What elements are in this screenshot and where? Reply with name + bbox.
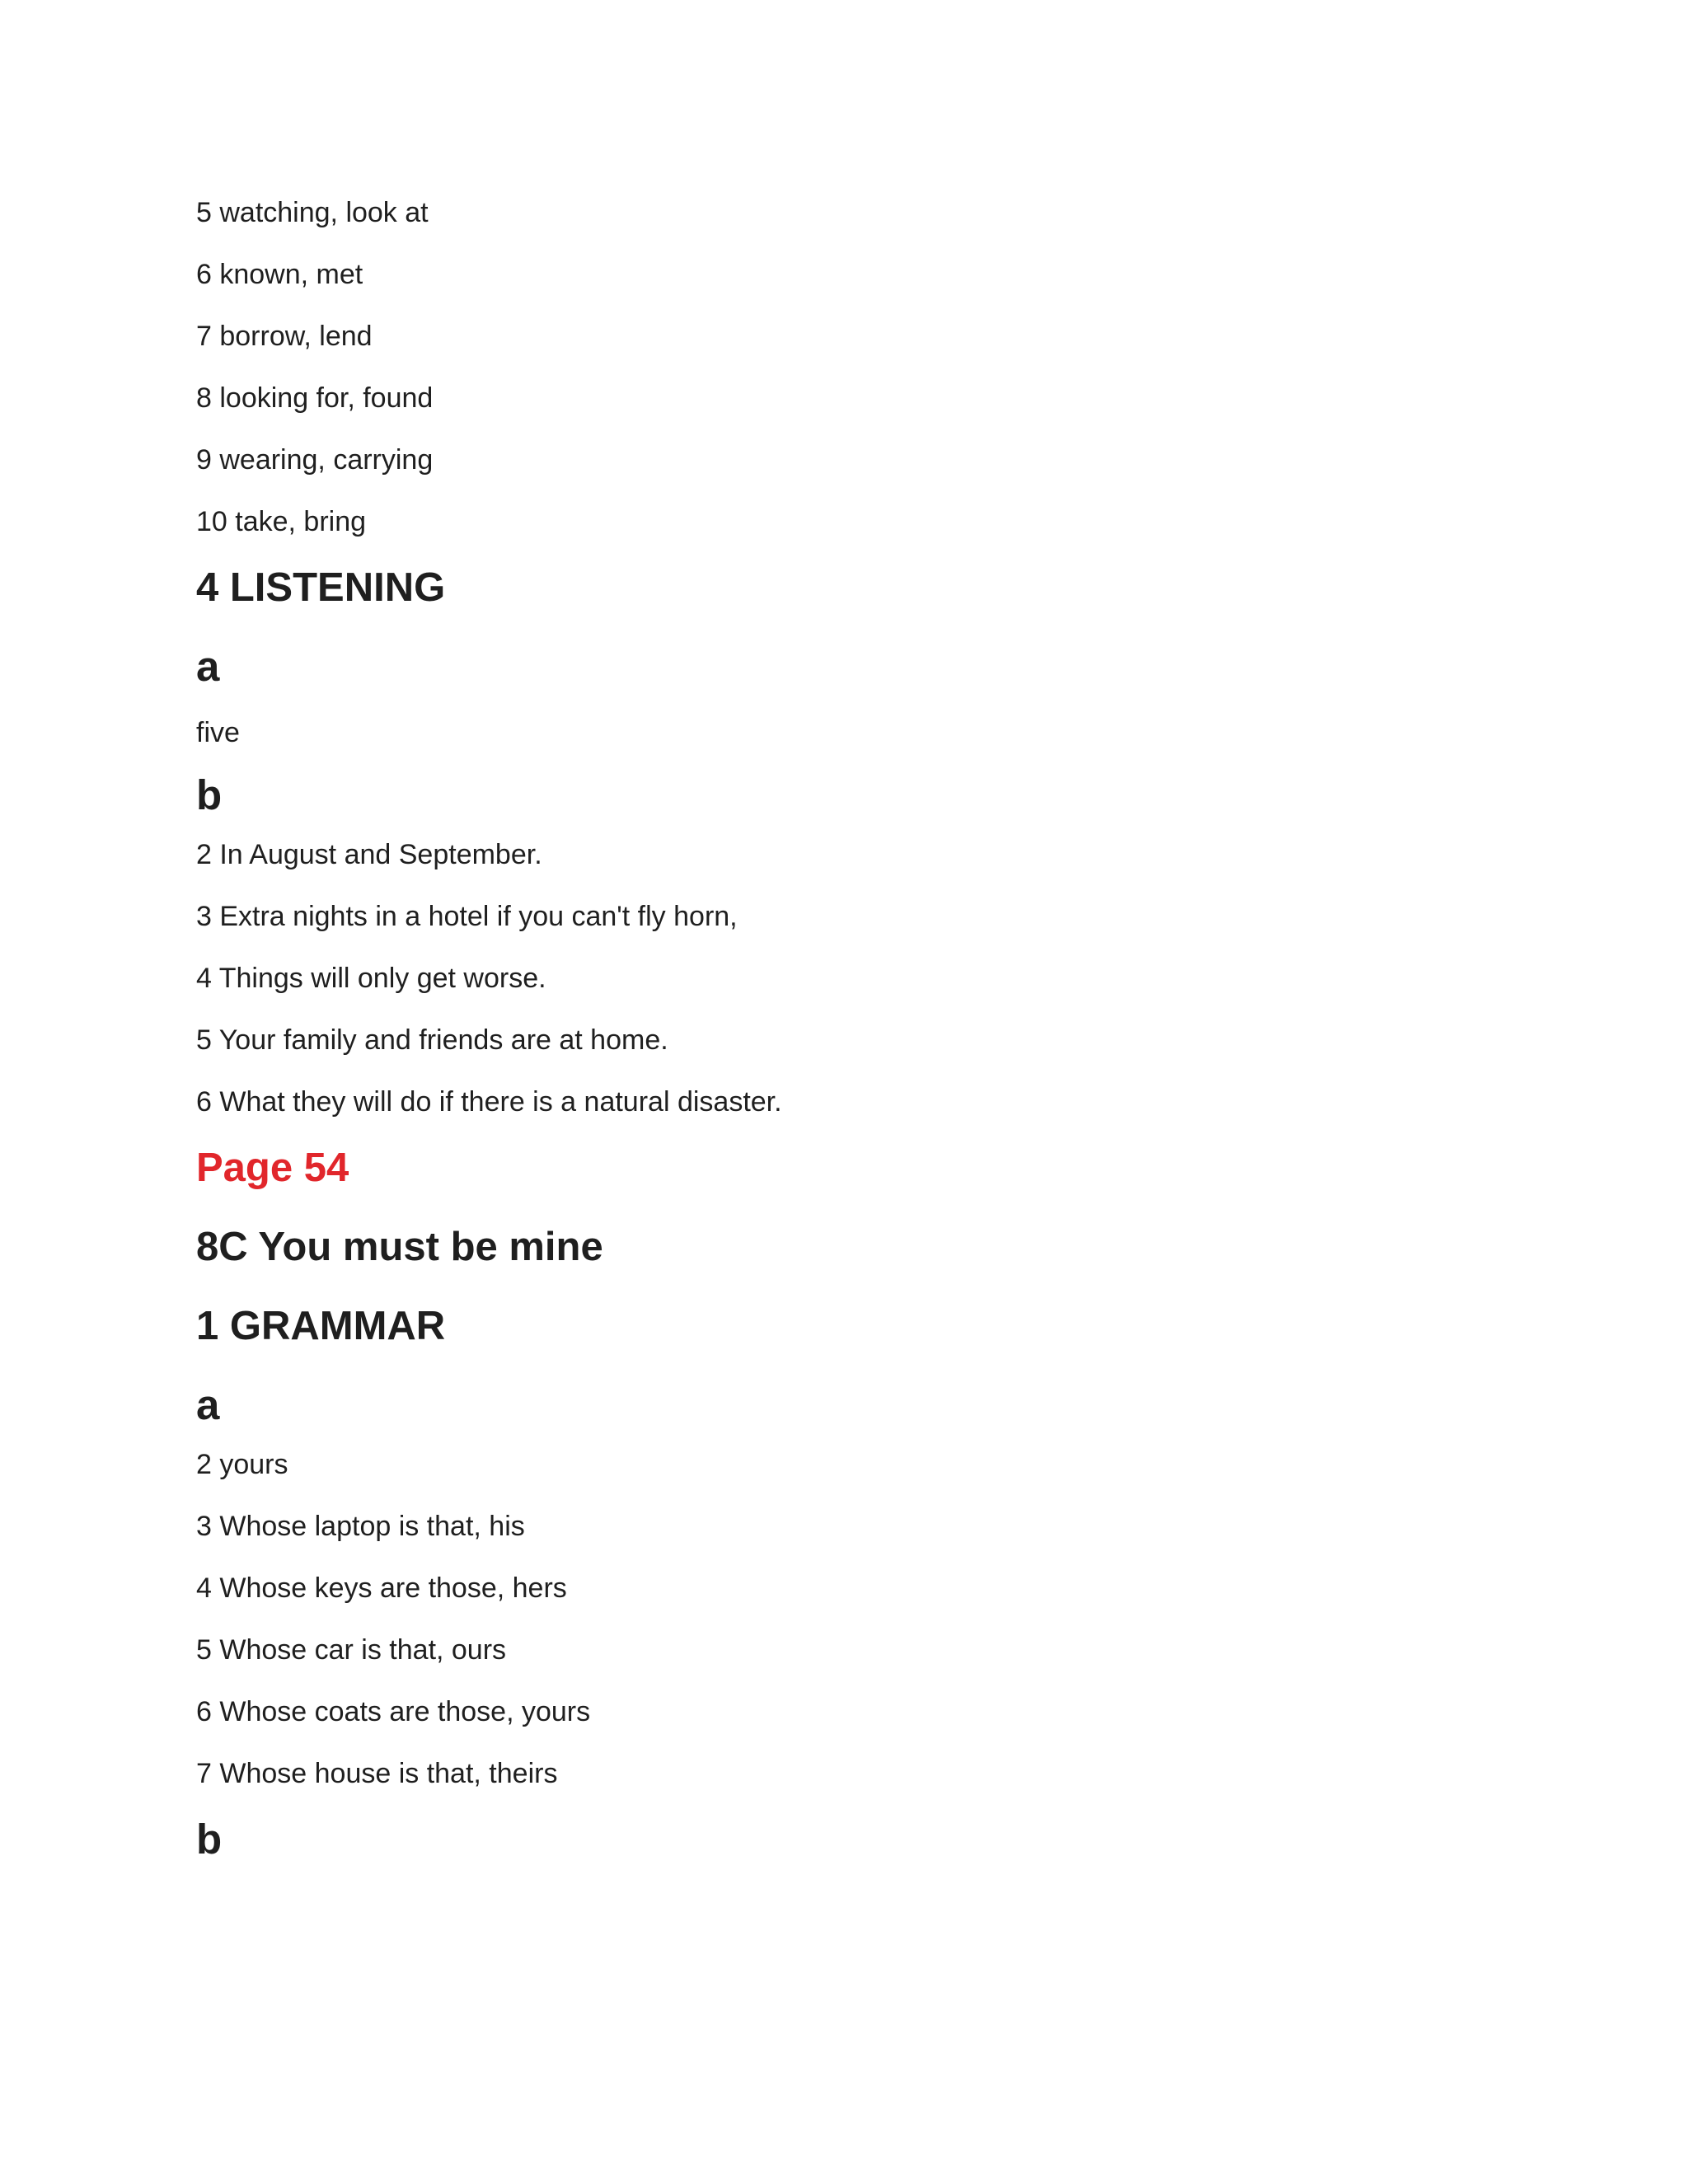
answer-line: 6 What they will do if there is a natural disaster. bbox=[196, 1086, 782, 1118]
answer-line: 5 Whose car is that, ours bbox=[196, 1634, 507, 1666]
answer-line: 10 take, bring bbox=[196, 506, 367, 537]
answer-line: 2 yours bbox=[196, 1449, 288, 1480]
subsection-label-a: a bbox=[196, 643, 220, 690]
subsection-label-b: b bbox=[196, 771, 223, 818]
answer-line: 2 In August and September. bbox=[196, 839, 542, 870]
section-heading-grammar: 1 GRAMMAR bbox=[196, 1304, 446, 1348]
section-heading-listening: 4 LISTENING bbox=[196, 565, 446, 610]
answer-line: 8 looking for, found bbox=[196, 382, 434, 414]
answer-line: 3 Extra nights in a hotel if you can't fly horn, bbox=[196, 901, 738, 932]
answer-line: 4 Things will only get worse. bbox=[196, 963, 546, 994]
document-page bbox=[196, 194, 1515, 1894]
answer-line: five bbox=[196, 717, 240, 748]
answer-line: 4 Whose keys are those, hers bbox=[196, 1572, 567, 1604]
answer-line: 3 Whose laptop is that, his bbox=[196, 1511, 525, 1542]
answer-line: 7 Whose house is that, theirs bbox=[196, 1758, 558, 1789]
lesson-title: 8C You must be mine bbox=[196, 1225, 603, 1269]
answer-line: 5 Your family and friends are at home. bbox=[196, 1024, 668, 1056]
answer-line: 6 known, met bbox=[196, 259, 363, 290]
answer-line: 6 Whose coats are those, yours bbox=[196, 1696, 591, 1727]
subsection-label-a: a bbox=[196, 1381, 220, 1428]
page-marker: Page 54 bbox=[196, 1146, 349, 1190]
answer-line: 9 wearing, carrying bbox=[196, 444, 434, 476]
answer-line: 7 borrow, lend bbox=[196, 321, 373, 352]
answer-line: 5 watching, look at bbox=[196, 197, 429, 228]
subsection-label-b: b bbox=[196, 1816, 223, 1863]
